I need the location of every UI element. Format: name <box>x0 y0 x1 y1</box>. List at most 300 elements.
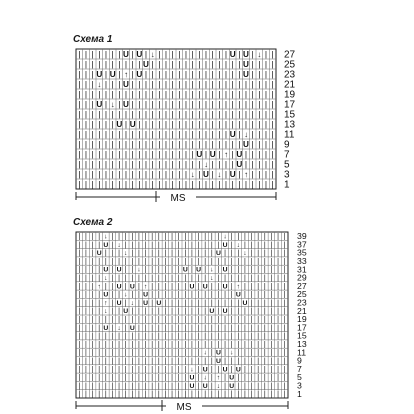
chart2-stitch-symbol: | <box>131 233 134 241</box>
chart1-row-number: 21 <box>284 79 296 91</box>
chart2-stitch-symbol: | <box>277 250 279 258</box>
chart2-stitch-symbol: | <box>263 266 266 274</box>
chart2-stitch-symbol: | <box>197 357 200 365</box>
chart2-stitch-symbol: | <box>263 374 266 382</box>
chart1-stitch-symbol: | <box>231 98 234 109</box>
chart1-stitch-symbol: | <box>178 68 181 79</box>
chart1-stitch-symbol: U <box>143 59 149 69</box>
chart2-stitch-symbol: | <box>177 283 180 291</box>
chart2-stitch-symbol: | <box>263 241 266 249</box>
chart1-stitch-symbol: | <box>124 118 128 129</box>
chart2-stitch-symbol: | <box>98 241 101 249</box>
chart1-stitch-symbol: | <box>204 48 208 59</box>
chart1-stitch-symbol: | <box>78 88 81 99</box>
chart2-stitch-symbol: | <box>151 233 154 241</box>
chart1-stitch-symbol: | <box>138 128 141 139</box>
chart1-stitch-symbol: | <box>231 68 234 79</box>
chart1-stitch-symbol: | <box>264 88 268 99</box>
chart2-stitch-symbol: | <box>78 374 81 382</box>
chart2-stitch-symbol: | <box>171 341 173 349</box>
chart2-stitch-symbol: | <box>277 299 279 307</box>
chart2-stitch-symbol: | <box>191 258 193 266</box>
chart1-stitch-symbol: | <box>204 138 208 149</box>
chart2-stitch-symbol: | <box>257 349 260 357</box>
chart2-stitch-symbol: | <box>91 233 94 241</box>
chart2-stitch-symbol: | <box>197 299 200 307</box>
chart2-stitch-symbol: | <box>197 233 200 241</box>
chart1-stitch-symbol: U <box>209 149 216 159</box>
chart2-stitch-symbol: | <box>270 391 273 399</box>
chart2-stitch-symbol: | <box>191 274 193 282</box>
chart2-stitch-symbol: | <box>244 266 246 274</box>
chart1-stitch-symbol: | <box>204 108 208 119</box>
chart2-stitch-symbol: | <box>277 391 279 399</box>
chart2-stitch-symbol: U <box>202 366 208 374</box>
chart1-stitch-symbol: | <box>164 138 168 149</box>
chart2-stitch-symbol: | <box>124 233 127 241</box>
chart2-stitch-symbol: | <box>257 324 260 332</box>
chart1-stitch-symbol: | <box>78 68 81 79</box>
chart1-stitch-symbol: | <box>258 108 261 119</box>
chart2-stitch-symbol: | <box>237 274 240 282</box>
chart2-stitch-symbol: | <box>138 308 140 316</box>
chart2-stitch-symbol: | <box>131 266 134 274</box>
chart1-stitch-symbol: U <box>136 49 143 59</box>
chart1-stitch-symbol: U <box>229 129 236 139</box>
chart2-stitch-symbol: | <box>177 258 180 266</box>
chart1-stitch-symbol: | <box>91 138 94 149</box>
chart2-stitch-symbol: | <box>230 274 233 282</box>
chart1-stitch-symbol: | <box>191 78 194 89</box>
chart2-stitch-symbol: | <box>210 391 213 399</box>
chart2-stitch-symbol: | <box>184 283 187 291</box>
chart1-stitch-symbol: | <box>224 68 228 79</box>
chart1-stitch-symbol: | <box>118 108 121 119</box>
chart2-stitch-symbol: | <box>283 291 286 299</box>
chart1-stitch-symbol: | <box>78 158 81 169</box>
chart1-stitch-symbol: | <box>164 58 168 69</box>
chart1-stitch-symbol: | <box>118 148 121 159</box>
chart2-stitch-symbol: | <box>124 241 127 249</box>
chart2-stitch-symbol: | <box>244 233 246 241</box>
chart2-stitch-symbol: | <box>164 391 167 399</box>
chart2-stitch-symbol: | <box>164 349 167 357</box>
chart2-stitch-symbol: | <box>197 349 200 357</box>
chart1-stitch-symbol: | <box>144 68 148 79</box>
chart1-stitch-symbol: | <box>231 148 234 159</box>
chart1-stitch-symbol: | <box>144 48 148 59</box>
chart2-stitch-symbol: | <box>157 341 160 349</box>
chart2-stitch-symbol: | <box>250 283 253 291</box>
chart2-stitch-symbol: | <box>124 366 127 374</box>
chart1-stitch-symbol: | <box>91 78 94 89</box>
chart1-stitch-symbol: | <box>178 88 181 99</box>
chart1-stitch-symbol: | <box>131 88 134 99</box>
chart2-stitch-symbol: | <box>191 333 193 341</box>
chart2-stitch-symbol: | <box>144 349 147 357</box>
chart1-stitch-symbol: | <box>138 178 141 189</box>
chart1-stitch-symbol: | <box>264 68 268 79</box>
chart2-stitch-symbol: | <box>263 333 266 341</box>
chart2-stitch-symbol: | <box>257 283 260 291</box>
chart1-stitch-symbol: | <box>258 168 261 179</box>
chart1-stitch-symbol: | <box>171 118 174 129</box>
chart2-stitch-symbol: | <box>111 291 114 299</box>
chart2-stitch-symbol: | <box>177 349 180 357</box>
chart1-stitch-symbol: | <box>198 48 201 59</box>
chart2-stitch-symbol: | <box>138 274 140 282</box>
chart2-stitch-symbol: | <box>91 316 94 324</box>
chart2-stitch-symbol: | <box>171 333 173 341</box>
chart1-stitch-symbol: | <box>238 78 241 89</box>
chart2-stitch-symbol: | <box>85 349 87 357</box>
chart2-stitch-symbol: | <box>197 374 200 382</box>
chart2-stitch-symbol: | <box>118 333 120 341</box>
chart1-stitch-symbol: | <box>98 128 101 139</box>
chart2-stitch-symbol: | <box>151 374 154 382</box>
chart2-stitch-symbol: | <box>224 299 226 307</box>
chart1-stitch-symbol: | <box>111 118 114 129</box>
chart1-stitch-symbol: | <box>258 128 261 139</box>
chart2-stitch-symbol: | <box>151 274 154 282</box>
chart1-stitch-symbol: U <box>243 49 249 59</box>
chart2-stitch-symbol: | <box>230 357 233 365</box>
chart1-stitch-symbol: | <box>164 168 168 179</box>
chart2-stitch-symbol: | <box>204 258 207 266</box>
chart2-stitch-symbol: | <box>244 316 246 324</box>
chart1-stitch-symbol: | <box>138 108 141 119</box>
chart1-stitch-symbol: | <box>138 158 141 169</box>
chart1-stitch-symbol: | <box>158 118 161 129</box>
chart2-stitch-symbol: | <box>118 308 120 316</box>
chart2-stitch-symbol: | <box>204 233 207 241</box>
chart2-row-number: 31 <box>297 264 307 275</box>
chart1-stitch-symbol: | <box>151 108 154 119</box>
chart2-stitch-symbol: | <box>98 316 101 324</box>
chart2-stitch-symbol: | <box>78 308 81 316</box>
chart1-stitch-symbol: | <box>271 78 274 89</box>
chart1-stitch-symbol: | <box>124 138 128 149</box>
chart1-stitch-symbol: | <box>218 48 221 59</box>
chart2-stitch-symbol: U <box>235 366 241 374</box>
chart1-row-number: 17 <box>284 99 296 111</box>
chart2-stitch-symbol: ↓ <box>210 274 214 282</box>
chart2-stitch-symbol: ↓ <box>210 266 214 274</box>
chart2-stitch-symbol: | <box>104 349 107 357</box>
chart1-stitch-symbol: | <box>98 88 101 99</box>
chart2-stitch-symbol: | <box>250 258 253 266</box>
chart2-stitch-symbol: | <box>204 341 207 349</box>
chart2-stitch-symbol: | <box>217 333 220 341</box>
chart2-stitch-symbol: | <box>210 250 213 258</box>
chart2-stitch-symbol: | <box>124 333 127 341</box>
chart2-stitch-symbol: | <box>91 333 94 341</box>
chart2-stitch-symbol: | <box>224 374 226 382</box>
chart2-stitch-symbol: | <box>210 241 213 249</box>
chart2-stitch-symbol: | <box>283 233 286 241</box>
chart2-stitch-symbol: | <box>157 308 160 316</box>
chart2-stitch-symbol: | <box>98 274 101 282</box>
chart1-stitch-symbol: | <box>98 48 101 59</box>
chart1-stitch-symbol: | <box>271 68 274 79</box>
chart2-stitch-symbol: | <box>224 357 226 365</box>
chart1-stitch-symbol: | <box>138 118 141 129</box>
chart2-ms-label: MS <box>176 402 192 413</box>
chart1-stitch-symbol: | <box>271 158 274 169</box>
chart2-stitch-symbol: | <box>197 274 200 282</box>
chart2-stitch-symbol: | <box>124 382 127 390</box>
chart2-stitch-symbol: | <box>138 250 140 258</box>
chart1-stitch-symbol: | <box>111 108 114 119</box>
chart1-stitch-symbol: | <box>211 98 214 109</box>
chart1-stitch-symbol: | <box>144 98 148 109</box>
chart2-stitch-symbol: | <box>191 250 193 258</box>
chart2-stitch-symbol: | <box>263 250 266 258</box>
chart2-stitch-symbol: ↓ <box>123 291 128 299</box>
chart1-stitch-symbol: | <box>251 108 254 119</box>
chart2-stitch-symbol: ↓ <box>190 366 194 374</box>
chart2-stitch-symbol: | <box>283 382 286 390</box>
chart2-stitch-symbol: | <box>237 374 240 382</box>
chart2-stitch-symbol: | <box>277 374 279 382</box>
chart1-stitch-symbol: | <box>91 158 94 169</box>
chart1-stitch-symbol: | <box>131 168 134 179</box>
chart1-stitch-symbol: | <box>158 98 161 109</box>
chart2-stitch-symbol: | <box>270 241 273 249</box>
chart2-stitch-symbol: | <box>98 357 101 365</box>
chart2-stitch-symbol: U <box>143 299 149 307</box>
chart2-stitch-symbol: | <box>184 382 187 390</box>
chart2-stitch-symbol: U <box>129 283 135 291</box>
chart2-stitch-symbol: | <box>91 341 94 349</box>
chart2-stitch-symbol: ↑ <box>97 283 101 291</box>
chart2-stitch-symbol: | <box>270 299 273 307</box>
chart2-stitch-symbol: | <box>191 341 193 349</box>
chart2-stitch-symbol: | <box>257 391 260 399</box>
chart2-stitch-symbol: | <box>270 324 273 332</box>
chart1-stitch-symbol: | <box>78 148 81 159</box>
chart2-stitch-symbol: | <box>157 316 160 324</box>
chart2-stitch-symbol: U <box>222 308 228 316</box>
chart1-stitch-symbol: U <box>123 99 129 109</box>
chart2-stitch-symbol: | <box>283 241 286 249</box>
chart2-stitch-symbol: | <box>118 258 120 266</box>
chart2-stitch-symbol: | <box>177 266 180 274</box>
chart2-stitch-symbol: | <box>270 316 273 324</box>
chart1-stitch-symbol: U <box>243 139 249 149</box>
chart2-stitch-symbol: U <box>229 374 235 382</box>
chart1-stitch-symbol: | <box>191 108 194 119</box>
chart2-row-number: 11 <box>297 347 307 358</box>
chart2-stitch-symbol: | <box>91 250 94 258</box>
chart2-stitch-symbol: | <box>131 341 134 349</box>
chart1-stitch-symbol: | <box>224 138 228 149</box>
chart2-stitch-symbol: | <box>250 250 253 258</box>
chart1-stitch-symbol: ↓ <box>257 49 262 59</box>
chart1-stitch-symbol: | <box>138 78 141 89</box>
chart1-stitch-symbol: | <box>251 48 254 59</box>
chart2-stitch-symbol: ↓ <box>243 250 247 258</box>
chart2-stitch-symbol: | <box>250 349 253 357</box>
chart1-stitch-symbol: | <box>204 178 208 189</box>
chart2-stitch-symbol: | <box>157 233 160 241</box>
chart1-stitch-symbol: | <box>271 98 274 109</box>
chart2-stitch-symbol: | <box>277 258 279 266</box>
chart2-stitch-symbol: | <box>138 366 140 374</box>
chart2-stitch-symbol: | <box>204 291 207 299</box>
chart2-stitch-symbol: | <box>244 349 246 357</box>
chart1-stitch-symbol: | <box>131 98 134 109</box>
chart2-stitch-symbol: | <box>157 374 160 382</box>
chart2-row-number: 13 <box>297 338 307 349</box>
chart1-stitch-symbol: | <box>171 148 174 159</box>
chart1-stitch-symbol: | <box>198 178 201 189</box>
chart2-stitch-symbol: | <box>184 316 187 324</box>
chart2-stitch-symbol: | <box>85 274 87 282</box>
chart2-stitch-symbol: | <box>204 274 207 282</box>
chart1-stitch-symbol: | <box>78 118 81 129</box>
chart2-stitch-symbol: | <box>197 308 200 316</box>
chart1-stitch-symbol: ↑ <box>223 149 229 159</box>
chart2-stitch-symbol: U <box>189 382 195 390</box>
chart2-stitch-symbol: | <box>204 250 207 258</box>
chart2-stitch-symbol: | <box>257 258 260 266</box>
chart1-stitch-symbol: | <box>198 68 201 79</box>
chart2-stitch-symbol: | <box>277 241 279 249</box>
chart1-stitch-symbol: | <box>198 138 201 149</box>
chart1-stitch-symbol: | <box>178 78 181 89</box>
chart2-stitch-symbol: | <box>98 324 101 332</box>
chart2-stitch-symbol: | <box>111 324 114 332</box>
chart2-stitch-symbol: | <box>78 299 81 307</box>
chart1-stitch-symbol: | <box>164 148 168 159</box>
chart2-stitch-symbol: | <box>250 374 253 382</box>
chart2-stitch-symbol: | <box>197 382 200 390</box>
chart1-ms-label: MS <box>170 193 186 204</box>
chart1-stitch-symbol: | <box>84 98 88 109</box>
chart1-stitch-symbol: | <box>264 48 268 59</box>
chart2-stitch-symbol: | <box>85 291 87 299</box>
chart1-stitch-symbol: | <box>184 108 188 119</box>
chart2-stitch-symbol: | <box>144 357 147 365</box>
chart1-stitch-symbol: | <box>264 98 268 109</box>
chart2-stitch-symbol: | <box>250 391 253 399</box>
chart2-stitch-symbol: | <box>104 258 107 266</box>
chart2-stitch-symbol: | <box>191 324 193 332</box>
chart2-stitch-symbol: U <box>202 382 208 390</box>
chart2-stitch-symbol: | <box>91 349 94 357</box>
chart2-stitch-symbol: | <box>164 382 167 390</box>
chart2-stitch-symbol: | <box>270 308 273 316</box>
chart2-stitch-symbol: | <box>237 316 240 324</box>
chart2-stitch-symbol: | <box>191 291 193 299</box>
chart2-stitch-symbol: | <box>244 258 246 266</box>
chart2-stitch-symbol: | <box>91 266 94 274</box>
chart2-stitch-symbol: | <box>184 349 187 357</box>
chart1-stitch-symbol: | <box>238 58 241 69</box>
chart1-stitch-symbol: | <box>251 68 254 79</box>
chart1-stitch-symbol: | <box>251 138 254 149</box>
chart2-stitch-symbol: | <box>151 299 154 307</box>
chart1-stitch-symbol: | <box>131 148 134 159</box>
chart1-stitch-symbol: | <box>218 178 221 189</box>
chart2-stitch-symbol: | <box>78 382 81 390</box>
chart1-stitch-symbol: | <box>264 128 268 139</box>
chart2-stitch-symbol: | <box>111 382 114 390</box>
chart2-stitch-symbol: | <box>277 357 279 365</box>
chart2-stitch-symbol: | <box>85 366 87 374</box>
chart2-stitch-symbol: | <box>184 341 187 349</box>
chart2-stitch-symbol: | <box>164 283 167 291</box>
chart1-stitch-symbol: | <box>164 68 168 79</box>
chart2-stitch-symbol: | <box>138 283 140 291</box>
chart1-stitch-symbol: | <box>211 48 214 59</box>
chart2-stitch-symbol: | <box>204 241 207 249</box>
chart2-stitch-symbol: | <box>138 316 140 324</box>
chart2-stitch-symbol: | <box>191 316 193 324</box>
chart2-stitch-symbol: | <box>85 357 87 365</box>
chart2-stitch-symbol: | <box>138 233 140 241</box>
chart2-stitch-symbol: | <box>138 258 140 266</box>
chart2-stitch-symbol: | <box>98 258 101 266</box>
chart1-stitch-symbol: | <box>224 78 228 89</box>
chart2-stitch-symbol: | <box>164 366 167 374</box>
chart2-stitch-symbol: | <box>91 291 94 299</box>
chart2-stitch-symbol: | <box>151 291 154 299</box>
chart1-stitch-symbol: | <box>271 118 274 129</box>
chart2-stitch-symbol: | <box>164 266 167 274</box>
chart2-stitch-symbol: | <box>224 333 226 341</box>
chart2-row-number: 21 <box>297 305 307 316</box>
chart1-stitch-symbol: | <box>218 108 221 119</box>
chart2-stitch-symbol: | <box>104 250 107 258</box>
chart2-stitch-symbol: U <box>103 241 109 249</box>
chart2-stitch-symbol: | <box>85 382 87 390</box>
chart1-stitch-symbol: | <box>104 138 108 149</box>
chart2-stitch-symbol: U <box>229 382 235 390</box>
chart1-stitch-symbol: | <box>224 178 228 189</box>
chart2-stitch-symbol: | <box>91 308 94 316</box>
chart1-stitch-symbol: | <box>231 178 234 189</box>
chart1-row-number: 3 <box>284 169 290 181</box>
chart1-stitch-symbol: | <box>184 118 188 129</box>
chart1-stitch-symbol: | <box>164 88 168 99</box>
chart2-stitch-symbol: | <box>210 366 213 374</box>
chart2-stitch-symbol: U <box>182 266 188 274</box>
chart2-stitch-symbol: | <box>257 316 260 324</box>
chart1-stitch-symbol: | <box>191 148 194 159</box>
chart2-stitch-symbol: | <box>250 357 253 365</box>
chart1-stitch-symbol: | <box>224 48 228 59</box>
chart1-stitch-symbol: | <box>178 48 181 59</box>
chart1-stitch-symbol: | <box>251 178 254 189</box>
chart2-stitch-symbol: | <box>98 299 101 307</box>
chart2-stitch-symbol: | <box>197 391 200 399</box>
chart2-stitch-symbol: | <box>91 382 94 390</box>
chart2-stitch-symbol: U <box>222 241 228 249</box>
chart2-stitch-symbol: | <box>257 374 260 382</box>
chart2-stitch-symbol: | <box>204 316 207 324</box>
chart1-stitch-symbol: | <box>238 178 241 189</box>
chart2-stitch-symbol: | <box>191 391 193 399</box>
chart2-row-number: 37 <box>297 239 307 250</box>
chart1-stitch-symbol: | <box>78 178 81 189</box>
chart2-stitch-symbol: | <box>277 316 279 324</box>
chart1-stitch-symbol: | <box>138 88 141 99</box>
chart2-stitch-symbol: | <box>124 316 127 324</box>
chart2-stitch-symbol: | <box>244 241 246 249</box>
chart2-stitch-symbol: | <box>104 316 107 324</box>
